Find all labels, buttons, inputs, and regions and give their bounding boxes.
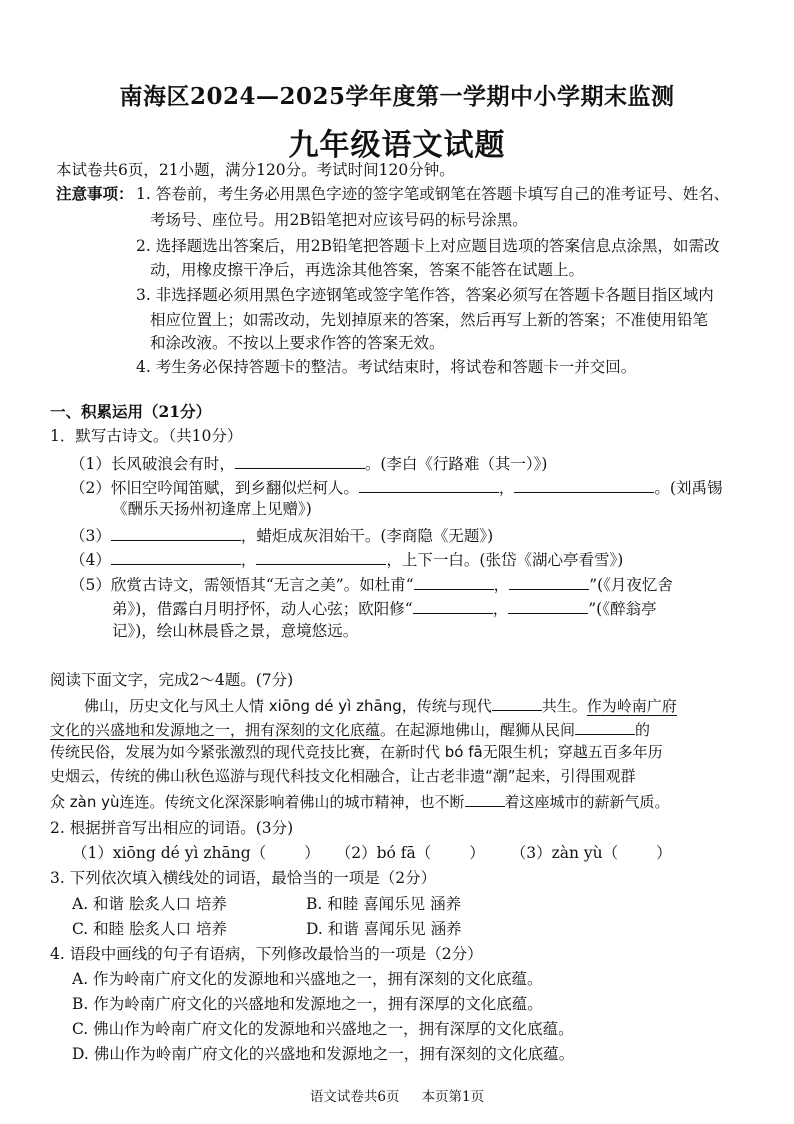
- section-1-heading: 一、积累运用（21分）: [50, 402, 212, 421]
- exam-info: 本试卷共6页，21小题，满分120分。考试时间120分钟。: [56, 161, 455, 179]
- q3-option-a[interactable]: A. 和谐 脍炙人口 培养: [72, 895, 227, 913]
- q1-item-2-blank-2[interactable]: [514, 475, 654, 493]
- q1-item-5-line-3: 记》)，绘山林晨昏之景，意境悠远。: [112, 622, 359, 640]
- note-3-line-3: 和涂改液。不按以上要求作答的答案无效。: [150, 334, 445, 352]
- q4-option-d[interactable]: D. 佛山作为岭南广府文化的兴盛地和发源地之一，拥有深刻的文化底蕴。: [72, 1045, 575, 1063]
- q1-item-2: （2）怀旧空吟闻笛赋，到乡翻似烂柯人。 ， 。(刘禹锡: [70, 475, 722, 499]
- footer-total-pages: 语文试卷共6页: [309, 1089, 400, 1105]
- q4-option-b[interactable]: B. 作为岭南广府文化的兴盛地和发源地之一，拥有深厚的文化底蕴。: [72, 995, 543, 1013]
- q1-item-5-blank-1[interactable]: [414, 572, 494, 590]
- passage-underlined-sentence-1: 作为岭南广府: [586, 697, 677, 715]
- exam-subject-title: 九年级语文试题: [288, 128, 506, 163]
- q1-item-1-blank[interactable]: [235, 451, 365, 469]
- note-1-line-2: 考场号、座位号。用2B铅笔把对应该号码的标号涂黑。: [150, 211, 528, 229]
- q3-stem: 3. 下列依次填入横线处的词语，最恰当的一项是（2分）: [50, 869, 437, 887]
- passage-line-1: 佛山，历史文化与风土人情 xiōng dé yì zhāng，传统与现代 共生。作为岭南广府: [84, 693, 677, 717]
- passage-line-2: 文化的兴盛地和发源地之一，拥有深刻的文化底蕴。在起源地佛山，醒狮从民间 的: [50, 717, 650, 741]
- note-4-line-1: 4. 考生务必保持答题卡的整洁。考试结束时，将试卷和答题卡一并交回。: [136, 358, 637, 376]
- passage-blank-1[interactable]: [492, 693, 542, 711]
- page-footer: [0, 1085, 794, 1105]
- q1-item-2-source: 《酬乐天扬州初逢席上见赠》): [112, 500, 312, 518]
- passage-blank-3[interactable]: [465, 789, 505, 807]
- passage-blank-2[interactable]: [575, 717, 635, 735]
- q3-option-d[interactable]: D. 和谐 喜闻乐见 涵养: [306, 920, 462, 938]
- footer-current-page: 本页第1页: [421, 1089, 485, 1105]
- q1-item-5: （5）欣赏古诗文，需领悟其“无言之美”。如杜甫“ ， ”(《月夜忆舍: [70, 572, 673, 596]
- reading-intro: 阅读下面文字，完成2～4题。(7分): [50, 671, 294, 689]
- q2-items: （1）xiōng dé yì zhāng（ ） （2）bó fā（ ） （3）zàn yù（ ）: [72, 844, 672, 862]
- passage-underlined-sentence-2: 文化的兴盛地和发源地之一，拥有深刻的文化底蕴: [50, 721, 381, 739]
- q1-item-4: （4） ， ，上下一白。(张岱《湖心亭看雪》): [70, 547, 623, 571]
- passage-line-5: 众 zàn yù连连。传统文化深深影响着佛山的城市精神，也不断 着这座城市的薪新气质。: [50, 789, 670, 813]
- note-2-line-1: 2. 选择题选出答案后，用2B铅笔把答题卡上对应题目选项的答案信息点涂黑，如需改: [136, 237, 720, 255]
- q3-option-c[interactable]: C. 和睦 脍炙人口 培养: [72, 920, 228, 938]
- q3-option-b[interactable]: B. 和睦 喜闻乐见 涵养: [306, 895, 462, 913]
- q1-item-5-blank-3[interactable]: [413, 596, 493, 614]
- q4-stem: 4. 语段中画线的句子有语病，下列修改最恰当的一项是（2分）: [50, 945, 483, 963]
- note-1-line-1: 1. 答卷前，考生务必用黑色字迹的签字笔或钢笔在答题卡填写自己的准考证号、姓名、: [136, 185, 730, 203]
- q1-stem: 1．默写古诗文。（共10分）: [50, 427, 243, 445]
- q1-item-4-blank-2[interactable]: [256, 547, 386, 565]
- notes-label: 注意事项：: [56, 184, 134, 203]
- exam-header-title: 南海区2024—2025学年度第一学期中小学期末监测: [119, 83, 675, 110]
- passage-line-3: 传统民俗，发展为如今紧张激烈的现代竞技比赛，在新时代 bó fā无限生机；穿越五百多年历: [50, 743, 663, 761]
- q1-item-4-blank-1[interactable]: [111, 547, 241, 565]
- q4-option-a[interactable]: A. 作为岭南广府文化的发源地和兴盛地之一，拥有深刻的文化底蕴。: [72, 970, 543, 988]
- q1-item-1: （1）长风破浪会有时， 。(李白《行路难（其一）》): [70, 451, 547, 475]
- note-2-line-2: 动，用橡皮擦干净后，再选涂其他答案，答案不能答在试题上。: [150, 261, 585, 279]
- q4-option-c[interactable]: C. 佛山作为岭南广府文化的发源地和兴盛地之一，拥有深厚的文化底蕴。: [72, 1020, 574, 1038]
- passage-line-4: 史烟云，传统的佛山秋色巡游与现代科技文化相融合，让古老非遗“潮”起来，引得围观群: [50, 767, 636, 785]
- q1-item-5-blank-2[interactable]: [509, 572, 589, 590]
- q1-item-3: （3） ，蜡炬成灰泪始干。(李商隐《无题》): [70, 523, 493, 547]
- note-3-line-2: 相应位置上；如需改动，先划掉原来的答案，然后再写上新的答案；不准使用铅笔: [150, 311, 709, 329]
- q1-item-3-blank[interactable]: [111, 523, 241, 541]
- q2-stem: 2. 根据拼音写出相应的词语。(3分): [50, 819, 294, 837]
- note-3-line-1: 3. 非选择题必须用黑色字迹钢笔或签字笔作答，答案必须写在答题卡各题目指区域内: [136, 286, 714, 304]
- q1-item-5-blank-4[interactable]: [508, 596, 588, 614]
- q1-item-5-line-2: 弟》)，借露白月明抒怀，动人心弦；欧阳修“ ， ”(《醉翁亭: [112, 596, 656, 620]
- q1-item-2-blank-1[interactable]: [359, 475, 499, 493]
